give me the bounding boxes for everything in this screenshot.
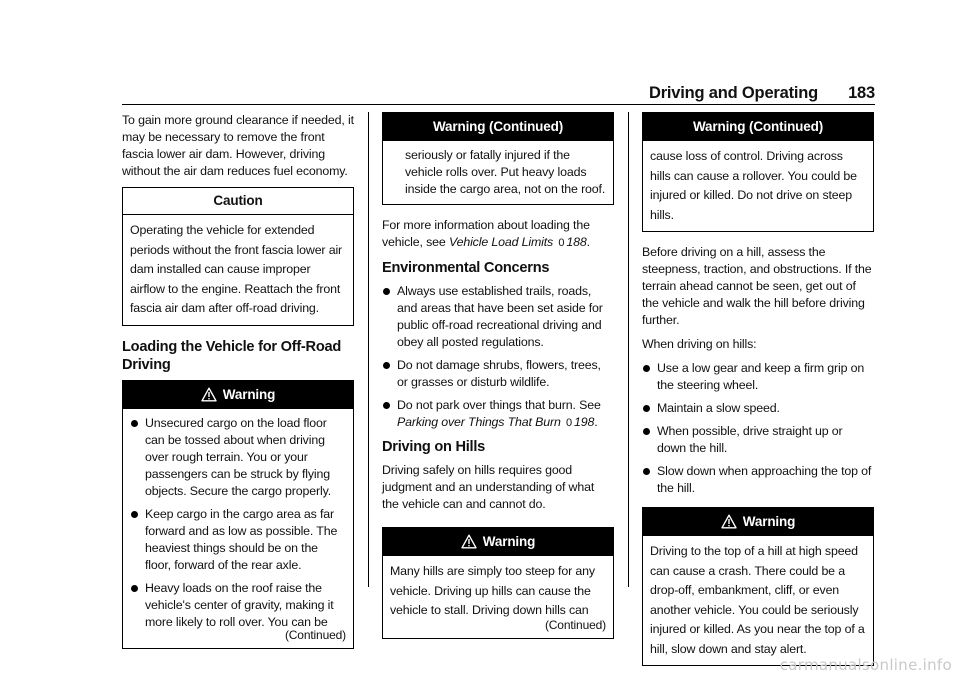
list-item: Use a low gear and keep a firm grip on the steering wheel. <box>642 360 874 394</box>
page-reference-icon: 0 <box>566 417 572 429</box>
vehicle-load-limits-link[interactable]: Vehicle Load Limits <box>448 235 554 249</box>
before-driving-paragraph: Before driving on a hill, assess the steepness, traction, and obstructions. If the terrain ahead cannot be seen, get out of the vehicle and walk the hill before driving further. <box>642 245 872 327</box>
warning-continued-text: seriously or fatally injured if the vehicle rolls over. Put heavy loads inside the cargo area, not on the roof. <box>405 148 606 196</box>
bullet-icon <box>643 365 650 372</box>
list-item: Slow down when approaching the top of the hill. <box>642 463 874 497</box>
hills-intro: Driving safely on hills requires good judgment and an understanding of what the vehicle can and cannot do. <box>382 463 595 511</box>
bullet-icon <box>131 511 138 518</box>
list-item: Maintain a slow speed. <box>642 400 874 417</box>
warning-header <box>383 528 613 556</box>
env-heading: Environmental Concerns <box>382 260 550 276</box>
column-1 <box>122 112 354 661</box>
warning-body <box>383 556 613 638</box>
hill-bullets <box>642 360 874 497</box>
warning-continued-header: Warning (Continued) <box>643 113 873 141</box>
continued-label: (Continued) <box>544 617 606 632</box>
page-reference[interactable]: 188 <box>566 235 587 249</box>
column-3 <box>642 112 874 678</box>
bullet-icon <box>643 428 650 435</box>
bullet-icon <box>383 402 390 409</box>
intro-paragraph: To gain more ground clearance if needed, it may be necessary to remove the front fascia lower air dam. However, driving without the air dam reduces fuel economy. <box>122 113 354 178</box>
warning-body <box>123 409 353 648</box>
list-item: Do not damage shrubs, flowers, trees, or grasses or disturb wildlife. <box>382 357 614 391</box>
warning-header <box>123 381 353 409</box>
warning-title: Warning <box>742 514 796 529</box>
warning-title: Warning <box>222 386 276 402</box>
warning-box-loading <box>122 380 354 649</box>
warning-bullets <box>130 415 346 631</box>
parking-link[interactable]: Parking over Things That Burn <box>397 415 561 429</box>
section-title: Driving and Operating <box>648 84 819 102</box>
list-item: Heavy loads on the roof raise the vehicle's center of gravity, making it more likely to roll over. You can be <box>130 580 346 631</box>
load-info-paragraph: For more information about loading the vehicle, see Vehicle Load Limits 0 188. <box>382 217 614 252</box>
column-divider <box>368 112 369 587</box>
bullet-icon <box>131 420 138 427</box>
bullet-icon <box>131 585 138 592</box>
warning-title: Warning <box>482 534 536 549</box>
env-bullets <box>382 283 614 432</box>
warning-triangle-icon <box>461 534 477 549</box>
list-item: Do not park over things that burn. See Parking over Things That Burn 0 198. <box>382 397 614 432</box>
warning-box-top-of-hill <box>642 507 874 666</box>
header-rule <box>122 104 875 105</box>
when-driving-paragraph: When driving on hills: <box>642 337 757 351</box>
warning-continued-box <box>642 112 874 232</box>
column-2 <box>382 112 614 651</box>
warning-triangle-icon <box>201 387 217 402</box>
column-divider <box>628 112 629 587</box>
warning-continued-text: cause loss of control. Driving across hills can cause a rollover. You could be injured or killed. Do not drive on steep hills. <box>650 149 857 222</box>
warning-triangle-icon <box>721 514 737 529</box>
page-reference[interactable]: 198 <box>573 415 595 429</box>
list-item: Always use established trails, roads, and areas that have been set aside for public off-road recreational driving and obey all posted regulations. <box>382 283 614 351</box>
warning-continued-header: Warning (Continued) <box>383 113 613 141</box>
bullet-icon <box>383 362 390 369</box>
page-header <box>600 84 875 103</box>
warning-continued-box <box>382 112 614 205</box>
warning-text: Driving to the top of a hill at high speed can cause a crash. There could be a drop-off, embankment, cliff, or even another vehicle. You could be seriously injured or killed. As you near the top of a hill, slow down and stay alert. <box>650 544 865 656</box>
page-number: 183 <box>848 84 875 102</box>
hills-heading: Driving on Hills <box>382 439 486 455</box>
bullet-icon <box>643 405 650 412</box>
page-reference-icon: 0 <box>558 237 565 249</box>
list-item: Keep cargo in the cargo area as far forward and as low as possible. The heaviest things should be on the floor, forward of the rear axle. <box>130 506 346 574</box>
watermark: carmanualsonline.info <box>779 656 952 674</box>
warning-text: Many hills are simply too steep for any vehicle. Driving up hills can cause the vehicle to stall. Driving down hills can <box>390 564 595 617</box>
caution-text: Operating the vehicle for extended periods without the front fascia lower air dam installed can cause improper airflow to the engine. Reattach the front fascia air dam after off-road driving. <box>130 223 343 315</box>
caution-title: Caution <box>123 188 353 215</box>
list-item: When possible, drive straight up or down the hill. <box>642 423 874 457</box>
warning-header <box>643 508 873 536</box>
caution-box <box>122 187 354 326</box>
bullet-icon <box>383 288 390 295</box>
continued-label: (Continued) <box>284 627 346 642</box>
warning-box-hills <box>382 527 614 639</box>
bullet-icon <box>643 468 650 475</box>
list-item: Unsecured cargo on the load floor can be tossed about when driving over rough terrain. You or your passengers can be struck by flying objects. Secure the cargo properly. <box>130 415 346 500</box>
loading-heading: Loading the Vehicle for Off-Road Driving <box>122 338 342 373</box>
